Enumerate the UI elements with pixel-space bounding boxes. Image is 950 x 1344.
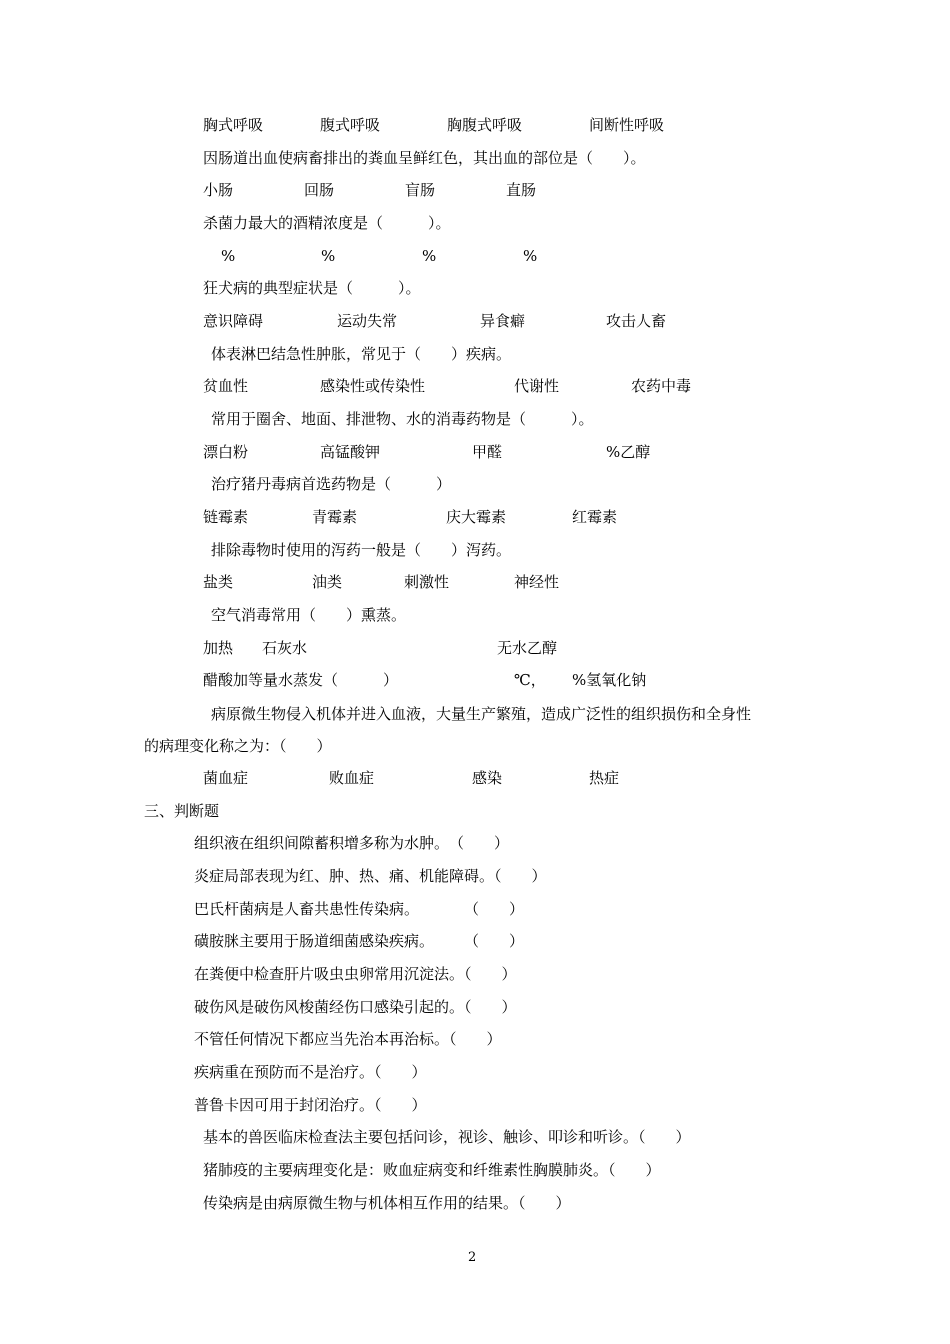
mc-option: 石灰水 xyxy=(262,639,308,657)
mc-question xyxy=(0,604,950,628)
mc-option: % xyxy=(422,247,437,265)
mc-option: % xyxy=(221,247,236,265)
mc-option: 腹式呼吸 xyxy=(320,116,381,134)
tf-item-text: 巴氏杆菌病是人畜共患性传染病。 （ ） xyxy=(194,900,525,918)
mc-option: 攻击人畜 xyxy=(606,312,667,330)
tf-item xyxy=(0,930,950,954)
mc-option: % xyxy=(321,247,336,265)
mc-option: 感染性或传染性 xyxy=(320,377,426,395)
tf-item xyxy=(0,1061,950,1085)
tf-item xyxy=(0,1192,950,1216)
section-title-text: 三、判断题 xyxy=(144,802,220,820)
tf-item-text: 普鲁卡因可用于封闭治疗。（ ） xyxy=(194,1096,427,1114)
tf-item xyxy=(0,1126,950,1150)
mc-option: 盐类 xyxy=(203,573,234,591)
tf-item xyxy=(0,865,950,889)
mc-question xyxy=(0,212,950,236)
mc-option: 农药中毒 xyxy=(631,377,692,395)
mc-option: 无水乙醇 xyxy=(497,639,558,657)
mc-options-row xyxy=(0,179,950,203)
mc-option: 异食癖 xyxy=(480,312,526,330)
mc-option: 回肠 xyxy=(304,181,335,199)
mc-option: 直肠 xyxy=(506,181,537,199)
tf-item-text: 传染病是由病原微生物与机体相互作用的结果。（ ） xyxy=(203,1194,571,1212)
mc-options-row xyxy=(0,669,950,693)
mc-option: 小肠 xyxy=(203,181,234,199)
mc-option: 刺激性 xyxy=(404,573,450,591)
tf-item xyxy=(0,996,950,1020)
mc-option: 链霉素 xyxy=(203,508,249,526)
mc-option: ℃， xyxy=(514,671,546,689)
mc-option: 运动失常 xyxy=(337,312,398,330)
mc-options-row xyxy=(0,441,950,465)
mc-option: 胸腹式呼吸 xyxy=(447,116,523,134)
tf-item xyxy=(0,1159,950,1183)
mc-question-text: 因肠道出血使病畜排出的粪血呈鲜红色，其出血的部位是（ ）。 xyxy=(203,149,646,167)
tf-item-text: 在粪便中检查肝片吸虫虫卵常用沉淀法。（ ） xyxy=(194,965,517,983)
mc-option: 油类 xyxy=(312,573,343,591)
mc-options-row xyxy=(0,767,950,791)
mc-question-text: 杀菌力最大的酒精浓度是（ ）。 xyxy=(203,214,451,232)
mc-options-row xyxy=(0,114,950,138)
tf-item xyxy=(0,832,950,856)
mc-options-row xyxy=(0,310,950,334)
tf-item-text: 基本的兽医临床检查法主要包括问诊，视诊、触诊、叩诊和听诊。（ ） xyxy=(203,1128,691,1146)
mc-option: 红霉素 xyxy=(572,508,618,526)
mc-options-row xyxy=(0,375,950,399)
tf-item-text: 猪肺疫的主要病理变化是：败血症病变和纤维素性胸膜肺炎。（ ） xyxy=(203,1161,661,1179)
mc-question xyxy=(0,343,950,367)
mc-option: 盲肠 xyxy=(405,181,436,199)
tf-item-text: 疾病重在预防而不是治疗。（ ） xyxy=(194,1063,427,1081)
mc-question-text: 病原微生物侵入机体并进入血液，大量生产繁殖，造成广泛性的组织损伤和全身性 xyxy=(211,705,752,723)
page-number: 2 xyxy=(468,1250,477,1265)
tf-item xyxy=(0,1028,950,1052)
mc-option: 加热 xyxy=(203,639,234,657)
tf-item xyxy=(0,1094,950,1118)
mc-question-continued xyxy=(0,735,950,759)
tf-item-text: 磺胺脒主要用于肠道细菌感染疾病。 （ ） xyxy=(194,932,525,950)
mc-option: 菌血症 xyxy=(203,769,249,787)
mc-options-row xyxy=(0,571,950,595)
tf-item-text: 破伤风是破伤风梭菌经伤口感染引起的。（ ） xyxy=(194,998,517,1016)
mc-options-row xyxy=(0,245,950,269)
mc-option: 贫血性 xyxy=(203,377,249,395)
mc-option: 代谢性 xyxy=(514,377,560,395)
mc-option: % xyxy=(523,247,538,265)
mc-question-text: 空气消毒常用（ ）熏蒸。 xyxy=(211,606,407,624)
mc-option: 高锰酸钾 xyxy=(320,443,381,461)
tf-item-text: 炎症局部表现为红、肿、热、痛、机能障碍。（ ） xyxy=(194,867,547,885)
mc-option: 间断性呼吸 xyxy=(589,116,665,134)
mc-option: 热症 xyxy=(589,769,620,787)
mc-option: %氢氧化钠 xyxy=(572,671,647,689)
mc-question xyxy=(0,703,950,727)
mc-option: 漂白粉 xyxy=(203,443,249,461)
mc-question xyxy=(0,539,950,563)
mc-option: 青霉素 xyxy=(312,508,358,526)
mc-options-row xyxy=(0,637,950,661)
mc-question-text: 的病理变化称之为：（ ） xyxy=(144,737,332,755)
mc-option: 神经性 xyxy=(514,573,560,591)
mc-option: 庆大霉素 xyxy=(446,508,507,526)
mc-option: 醋酸加等量水蒸发（ ） xyxy=(203,671,399,689)
tf-item-text: 组织液在组织间隙蓄积增多称为水肿。 （ ） xyxy=(194,834,510,852)
mc-option: 胸式呼吸 xyxy=(203,116,264,134)
mc-question-text: 治疗猪丹毒病首选药物是（ ） xyxy=(211,475,452,493)
mc-option: 败血症 xyxy=(329,769,375,787)
mc-option: 感染 xyxy=(472,769,503,787)
mc-question-text: 体表淋巴结急性肿胀，常见于（ ）疾病。 xyxy=(211,345,512,363)
mc-question xyxy=(0,277,950,301)
mc-option: 意识障碍 xyxy=(203,312,264,330)
mc-options-row xyxy=(0,506,950,530)
mc-question-text: 排除毒物时使用的泻药一般是（ ）泻药。 xyxy=(211,541,512,559)
section-title xyxy=(0,800,950,824)
mc-question xyxy=(0,147,950,171)
mc-option: %乙醇 xyxy=(606,443,651,461)
mc-question xyxy=(0,408,950,432)
mc-question-text: 狂犬病的典型症状是（ ）。 xyxy=(203,279,421,297)
tf-item xyxy=(0,898,950,922)
mc-option: 甲醛 xyxy=(472,443,503,461)
mc-question xyxy=(0,473,950,497)
mc-question-text: 常用于圈舍、地面、排泄物、水的消毒药物是（ ）。 xyxy=(211,410,594,428)
tf-item-text: 不管任何情况下都应当先治本再治标。（ ） xyxy=(194,1030,502,1048)
tf-item xyxy=(0,963,950,987)
